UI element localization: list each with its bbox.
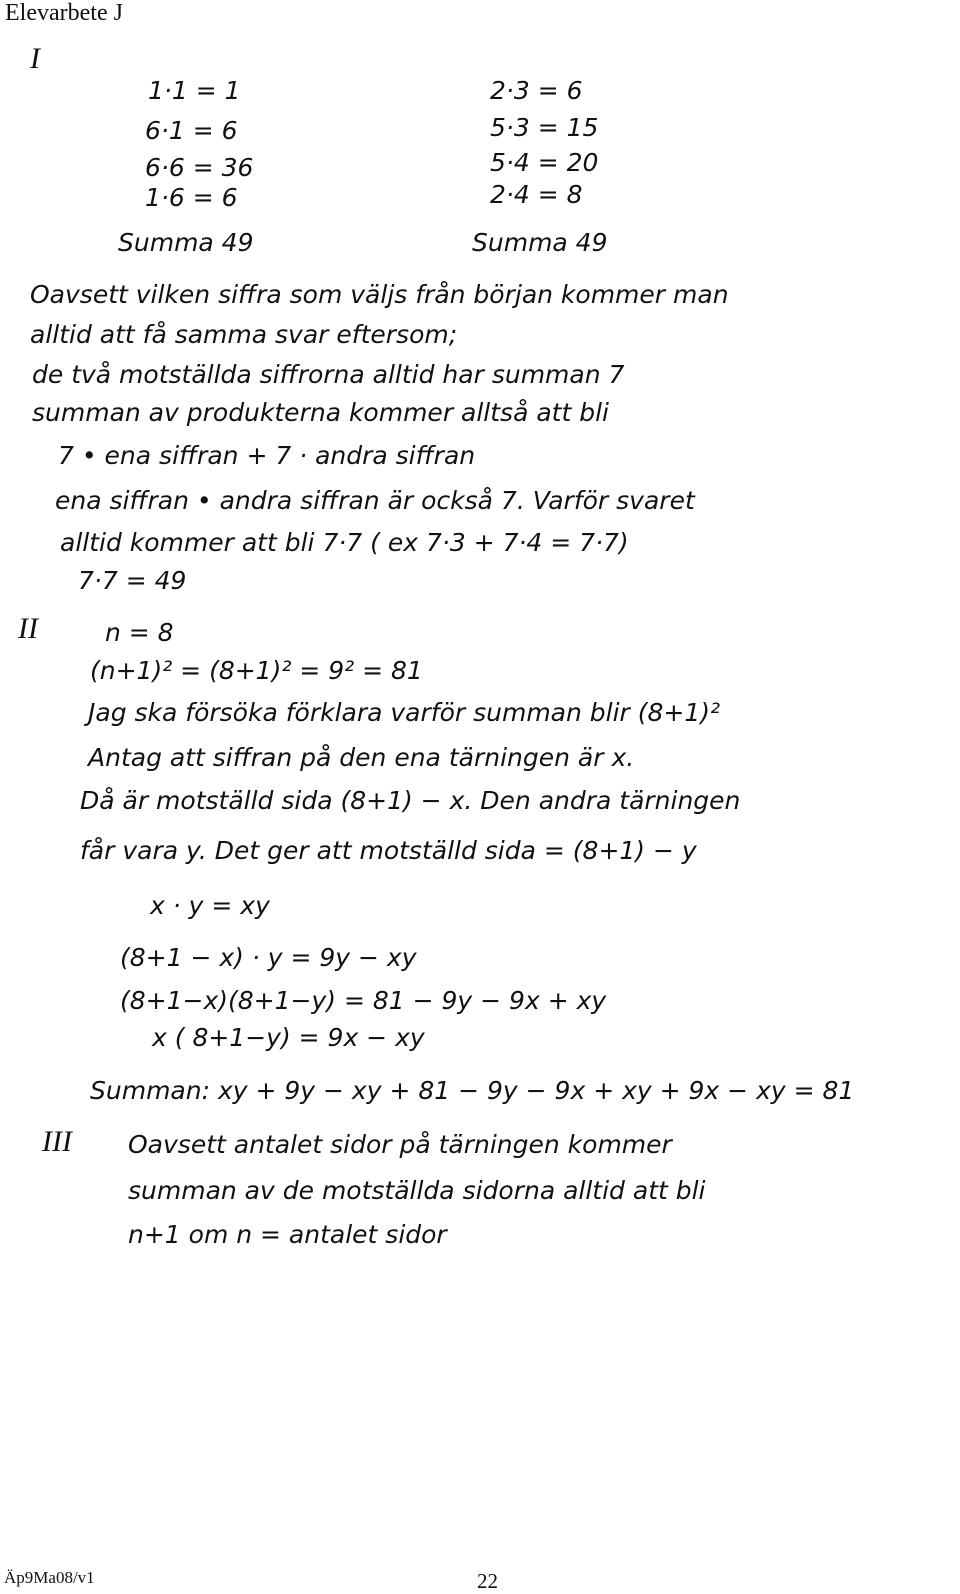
product-left-4: 1·6 = 6	[145, 183, 238, 212]
work-line: n = 8	[105, 618, 174, 647]
work-line: får vara y. Det ger att motställd sida = (8+1) − y	[80, 836, 697, 865]
product-right-2: 5·3 = 15	[490, 113, 599, 142]
product-left-1: 1·1 = 1	[148, 76, 241, 105]
page-number: 22	[477, 1569, 498, 1593]
work-line: x ( 8+1−y) = 9x − xy	[152, 1023, 425, 1052]
conclusion-line: n+1 om n = antalet sidor	[128, 1220, 447, 1249]
work-line: Jag ska försöka förklara varför summan blir (8+1)²	[88, 698, 721, 727]
section-label-1: I	[30, 42, 40, 75]
conclusion-line: summan av de motställda sidorna alltid att bli	[128, 1176, 706, 1205]
work-line: Antag att siffran på den ena tärningen är x.	[88, 743, 635, 772]
section-label-2: II	[18, 612, 38, 645]
product-left-2: 6·1 = 6	[145, 116, 238, 145]
explanation-line: alltid kommer att bli 7·7 ( ex 7·3 + 7·4 = 7·7)	[60, 528, 629, 557]
explanation-line: alltid att få samma svar eftersom;	[30, 320, 458, 349]
product-right-1: 2·3 = 6	[490, 76, 583, 105]
work-line: (8+1−x)(8+1−y) = 81 − 9y − 9x + xy	[120, 986, 607, 1015]
explanation-line: 7·7 = 49	[78, 566, 187, 595]
product-right-4: 2·4 = 8	[490, 180, 583, 209]
sum-right: Summa 49	[472, 228, 608, 257]
explanation-line: ena siffran • andra siffran är också 7. Varför svaret	[55, 486, 695, 515]
product-right-3: 5·4 = 20	[490, 148, 599, 177]
explanation-line: Oavsett vilken siffra som väljs från början kommer man	[30, 280, 729, 309]
work-line: Summan: xy + 9y − xy + 81 − 9y − 9x + xy + 9x − xy = 81	[90, 1076, 855, 1105]
work-line: Då är motställd sida (8+1) − x. Den andra tärningen	[80, 786, 741, 815]
section-label-3: III	[42, 1125, 72, 1158]
conclusion-line: Oavsett antalet sidor på tärningen kommer	[128, 1130, 672, 1159]
explanation-line: summan av produkterna kommer alltså att bli	[32, 398, 609, 427]
product-left-3: 6·6 = 36	[145, 153, 254, 182]
explanation-line: 7 • ena siffran + 7 · andra siffran	[58, 441, 476, 470]
explanation-line: de två motställda siffrorna alltid har summan 7	[32, 360, 625, 389]
work-line: (8+1 − x) · y = 9y − xy	[120, 943, 417, 972]
page-header-title: Elevarbete J	[5, 0, 123, 26]
work-line: (n+1)² = (8+1)² = 9² = 81	[90, 656, 423, 685]
footer-code: Äp9Ma08/v1	[4, 1568, 95, 1587]
sum-left: Summa 49	[118, 228, 254, 257]
work-line: x · y = xy	[150, 891, 270, 920]
